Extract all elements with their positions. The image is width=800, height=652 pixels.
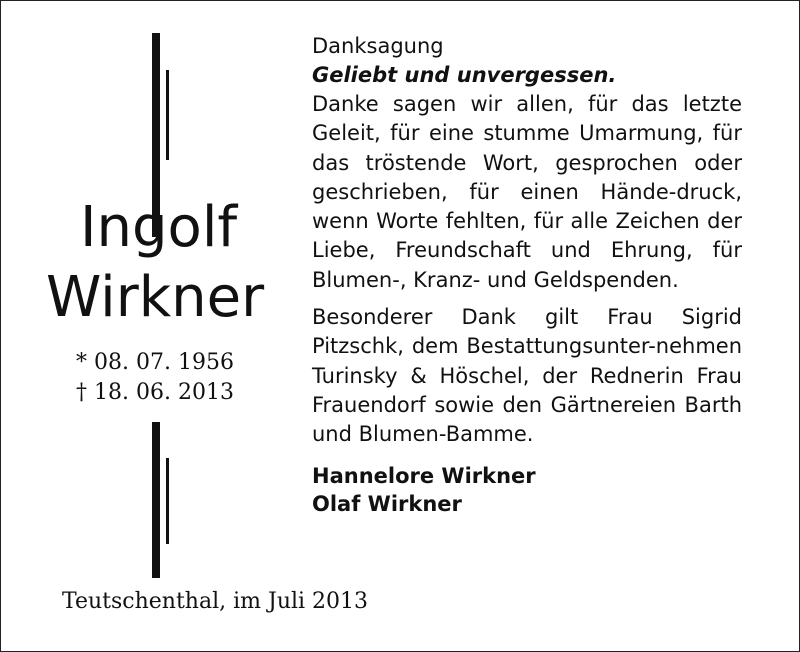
decorative-bar-bottom-thick	[152, 422, 160, 578]
birth-date: * 08. 07. 1956	[76, 350, 234, 375]
decorative-bar-top-thin	[166, 70, 169, 160]
death-date: † 18. 06. 2013	[76, 380, 234, 405]
notice-text-column	[312, 32, 742, 518]
signatures	[312, 462, 742, 518]
notice-heading: Danksagung	[312, 34, 444, 58]
special-thanks-paragraph: Besonderer Dank gilt Frau Sigrid Pitzschk, dem Bestattungsunter-nehmen Turinsky & Höschel, der Rednerin Frau Frauendorf sowie den Gärtnereien Barth und Blumen-Bamme.	[312, 305, 742, 447]
decorative-bar-bottom-thin	[166, 458, 169, 544]
notice-subheading: Geliebt und unvergessen.	[312, 63, 617, 87]
deceased-first-name: Ingolf	[80, 195, 238, 260]
thanks-paragraph: Danke sagen wir allen, für das letzte Geleit, für eine stumme Umarmung, für das tröstende Wort, gesprochen oder geschrieben, für einen Hände-druck, wenn Worte fehlten, für alle Zeichen der Liebe, Freundschaft und Ehrung, für Blumen-, Kranz- und Geldspenden.	[312, 92, 742, 292]
place-date: Teutschenthal, im Juli 2013	[62, 589, 369, 614]
signature-name: Olaf Wirkner	[312, 491, 462, 516]
signature-name: Hannelore Wirkner	[312, 463, 536, 488]
deceased-last-name: Wirkner	[46, 265, 265, 330]
